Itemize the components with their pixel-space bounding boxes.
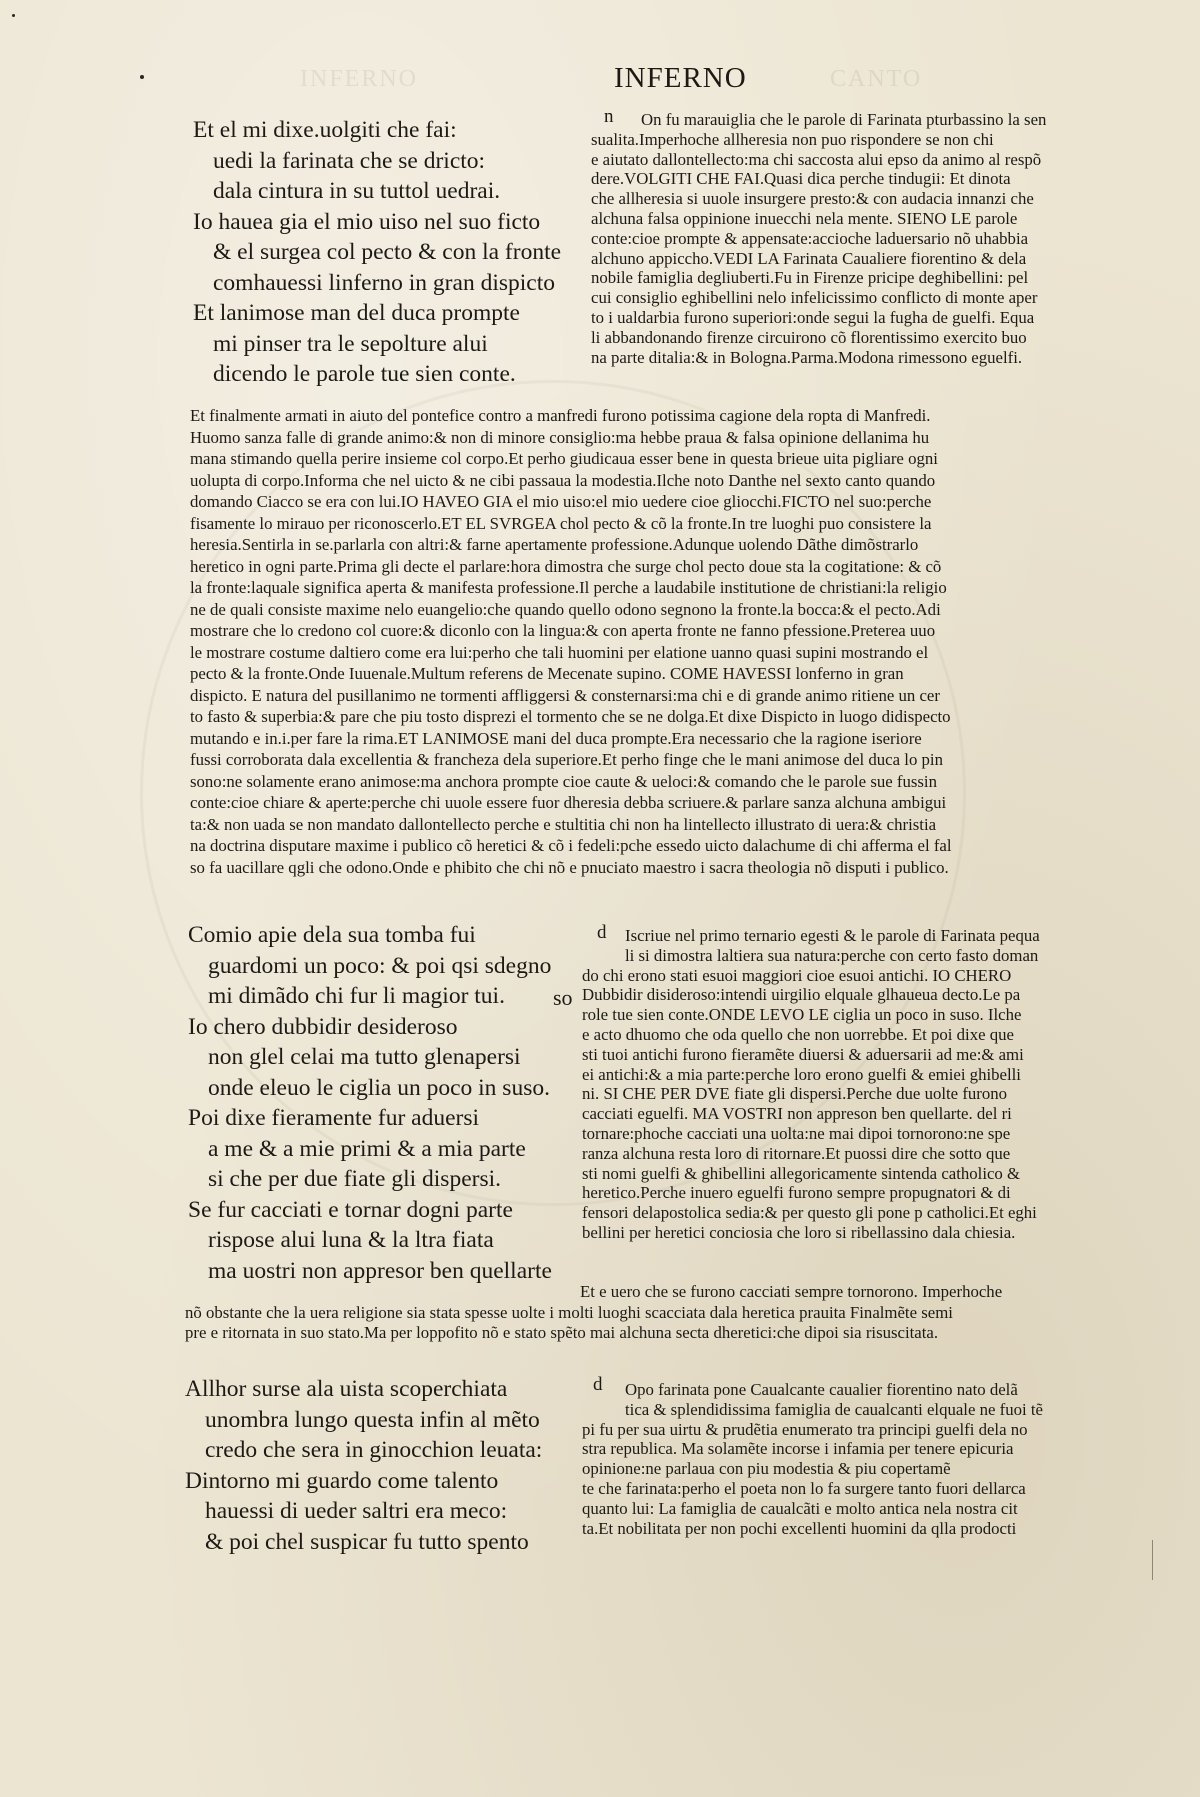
commentary-line: fensori delapostolica sedia:& per questo gli pone p catholici.Et eghi (582, 1203, 1037, 1223)
commentary-line: Opo farinata pone Caualcante caualier fiorentino nato delã (625, 1380, 1018, 1399)
commentary-line: mutando e in.i.per fare la rima.ET LANIMOSE mani del duca prompte.Era necessario che la ragione iseriore (190, 728, 922, 748)
verse-line: guardomi un poco: & poi qsi sdegno (208, 952, 552, 979)
commentary-line: bellini per heretici conciosia che loro si ribellassino dala chiesia. (582, 1222, 1016, 1242)
verse-line: comhauessi linferno in gran dispicto (213, 269, 555, 296)
commentary-line: na parte ditalia:& in Bologna.Parma.Modona rimessono eguelfi. (591, 347, 1023, 367)
guide-letter-2: d (597, 922, 607, 943)
margin-mark (1152, 1540, 1153, 1580)
commentary-line: dispicto. E natura del pusillanimo ne tormenti affliggersi & consternarsi:ma chi e di grande animo ritiene un cer (190, 685, 940, 705)
verse-block-2 (188, 920, 583, 1286)
commentary-line: do chi erono stati esuoi maggiori cioe esuoi antichi. IO CHERO (582, 965, 1012, 985)
commentary-line: ei antichi:& a mia parte:perche loro erono guelfi & emiei ghibelli (582, 1064, 1021, 1084)
commentary-line: la fronte:laquale significa aperta & manifesta professione.Il perche a laudabile institutione de christiani:la religio (190, 578, 947, 597)
commentary-block-3 (582, 1380, 1172, 1538)
verse-line: si che per due fiate gli dispersi. (208, 1166, 502, 1192)
verse-line: Se fur cacciati e tornar dogni parte (188, 1196, 513, 1223)
verse-line: a me & a mie primi & a mia parte (208, 1135, 526, 1162)
commentary-line: na doctrina disputare maxime i publico cõ heretici & cõ i fedeli:pche essedo uicto dalachume di chi afferma el fal (190, 836, 952, 855)
commentary-line: role tue sien conte.ONDE LEVO LE ciglia un poco in suso. Ilche (582, 1005, 1022, 1025)
verse-line: & el surgea col pecto & con la fronte (213, 239, 562, 265)
commentary-line: alchuna falsa oppinione inuecchi nela mente. SIENO LE parole (591, 208, 1018, 228)
verse-line: onde eleuo le ciglia un poco in suso. (208, 1074, 550, 1101)
commentary-line: heretico in ogni parte.Prima gli decte el parlare:hora dimostra che surge chol pecto doue sta la cogitatione: & cõ (190, 556, 942, 576)
commentary-line: mostrare che lo credono col cuore:& diconlo con la lingua:& con aperta fronte ne fanno pfessione.Preterea uuo (190, 621, 936, 640)
verse-line: Comio apie dela sua tomba fui (188, 922, 476, 948)
commentary-line: cui consiglio eghibellini nelo infelicissimo conflicto di monte aper (591, 288, 1038, 308)
verse-line: Allhor surse ala uista scoperchiata (185, 1376, 508, 1402)
commentary-line: e aiutato dallontellecto:ma chi saccosta alui epso da animo al respõ (591, 149, 1042, 169)
ink-speck-corner (12, 14, 15, 17)
verse-line: ma uostri non appresor ben quellarte (208, 1257, 552, 1284)
verse-line: & poi chel suspicar fu tutto spento (205, 1528, 529, 1555)
commentary-fullwidth-2 (185, 1282, 1175, 1344)
commentary-line: mana stimando quella perire insieme col corpo.Et perho giudicaua esser bene in questa brieue uita pigliare ogni (190, 449, 938, 468)
guide-letter-3: d (593, 1374, 603, 1395)
verse-line: Io hauea gia el mio uiso nel suo ficto (193, 208, 541, 235)
guide-letter-1: n (604, 106, 614, 127)
commentary-line: to fasto & superbia:& pare che piu tosto disprezi el tormento che se ne dolga.Et dixe Dispicto in luogo didispecto (190, 707, 951, 726)
commentary-line: alchuno appiccho.VEDI LA Farinata Caualiere fiorentino & dela (591, 248, 1027, 268)
commentary-line: tornare:phoche cacciati una uolta:ne mai dipoi tornorono:ne spe (582, 1123, 1011, 1143)
verse-line: Poi dixe fieramente fur aduersi (188, 1105, 480, 1131)
commentary-line: opinione:ne parlaua con piu modestia & piu copertamẽ (582, 1459, 951, 1479)
verse-line: non glel celai ma tutto glenapersi (208, 1044, 521, 1070)
commentary-line: sono:ne solamente erano animose:ma anchora prompte cioe caute & ueloci:& comando che le parole sue fussin (190, 771, 937, 791)
verse-line: rispose alui luna & la ltra fiata (208, 1227, 494, 1253)
commentary-line: conte:cioe prompte & appensate:accioche laduersario nõ uhabbia (591, 228, 1029, 248)
commentary-line: pecto & la fronte.Onde Iuuenale.Multum referens de Mecenate supino. COME HAVESSI lonferno in gran (190, 664, 904, 683)
commentary-line: ta.Et nobilitata per non pochi excellenti huomini da qlla prodocti (582, 1518, 1017, 1538)
verse-line: Io chero dubbidir desideroso (188, 1013, 458, 1040)
commentary-line: le mostrare costume daltiero come era lui:perho che tali huomini per elatione uanno quasi supini mostrando el (190, 642, 929, 662)
commentary-line: e acto dhuomo che oda quello che non uorrebbe. Et poi dixe que (582, 1024, 1014, 1044)
commentary-line: conte:cioe chiare & aperte:perche chi uuole essere fuor dheresia debba scriuere.& parlare sanza alchuna ambigui (190, 793, 947, 812)
commentary-line: domando Ciacco se era con lui.IO HAVEO GIA el mio uiso:el mio uedere cioe gliocchi.FICTO nel suo:perche (190, 492, 932, 511)
commentary-line: fisamente lo mirauo per riconoscerlo.ET EL SVRGEA chol pecto & cõ la fronte.In tre luoghi puo consistere la (190, 513, 932, 533)
commentary-line: che allheresia si uuole insurgere presto:& con audacia innanzi che (591, 189, 1034, 209)
commentary-line: ta:& non uada se non mandato dallontellecto perche e stultitia chi non ha lintellecto illustrato di uera:& christia (190, 814, 937, 834)
bleed-through-title-right: CANTO (830, 66, 923, 92)
commentary-line: so fa uacillare qgli che odono.Onde e phibito che chi nõ e pnuciato maestro i sacra theologia nõ disputi i publico. (190, 857, 949, 877)
commentary-line: heresia.Sentirla in se.parlarla con altri:& farne apertamente professione.Adunque uolendo Dãthe dimõstrarlo (190, 535, 919, 554)
verse-line: dicendo le parole tue sien conte. (213, 361, 516, 387)
commentary-line: sti tuoi antichi furono fieramẽte diuersi & aduersarii ad me:& ami (582, 1044, 1024, 1064)
commentary-line: to i ualdarbia furono superiori:onde segui la fugha de guelfi. Equa (591, 307, 1035, 327)
margin-letter-so: so (553, 985, 573, 1010)
commentary-line: li si dimostra laltiera sua natura:perche con certo fasto doman (625, 945, 1039, 965)
verse-line: mi dimãdo chi fur li magior tui. (208, 983, 505, 1009)
verse-line: credo che sera in ginocchion leuata: (205, 1437, 543, 1463)
verse-line: dala cintura in su tuttol uedrai. (213, 178, 501, 204)
commentary-line: nõ obstante che la uera religione sia stata spesse uolte i molti luoghi scacciata dala heretica prauita Finalmẽte semi (185, 1302, 953, 1322)
ink-speck (140, 75, 144, 79)
verse-block-3 (185, 1374, 585, 1557)
commentary-block-2 (582, 926, 1172, 1243)
commentary-line: ne de quali consiste maxime nelo euangelio:che quando quello odono segnono la fronte.la bocca:& el pecto.Adi (190, 599, 941, 619)
commentary-line: te che farinata:perho el poeta non lo fa surgere tanto fuori dellarca (582, 1478, 1026, 1498)
commentary-line: quanto lui: La famiglia de caualcãti e molto antica nela nostra cit (582, 1498, 1018, 1518)
commentary-line: uolupta di corpo.Informa che nel uicto & ne cibi passaua la modestia.Ilche noto Danthe nel sexto canto quando (190, 470, 936, 490)
commentary-line: Iscriue nel primo ternario egesti & le parole di Farinata pequa (625, 926, 1040, 945)
commentary-line: On fu marauiglia che le parole di Farinata pturbassino la sen (641, 110, 1047, 129)
verse-line: uedi la farinata che se dricto: (213, 147, 486, 174)
commentary-line: tica & splendidissima famiglia de caualcanti elquale ne fuoi tẽ (625, 1399, 1043, 1419)
verse-line: Dintorno mi guardo come talento (185, 1467, 499, 1494)
commentary-line: fussi corroborata dala excellentia & francheza dela superiore.Et perho finge che le mani animose del duca lo pin (190, 750, 943, 769)
commentary-line: sti nomi guelfi & ghibellini allegoricamente sintenda catholico & (582, 1163, 1021, 1183)
verse-line: Et lanimose man del duca prompte (193, 300, 520, 326)
commentary-line: Et e uero che se furono cacciati sempre tornorono. Imperhoche (580, 1282, 1003, 1301)
commentary-fullwidth-1 (190, 405, 1175, 878)
commentary-block-1 (591, 110, 1171, 367)
verse-block-1 (193, 115, 593, 390)
commentary-line: pre e ritornata in suo stato.Ma per loppofito nõ e stato spẽto mai alchuna secta dheretici:che dipoi sia risuscitata. (185, 1323, 939, 1342)
commentary-line: stra republica. Ma solamẽte incorse i infamia per tenere epicuria (582, 1439, 1014, 1459)
commentary-line: pi fu per sua uirtu & prudẽtia enumerato tra principi guelfi dela no (582, 1419, 1028, 1439)
commentary-line: Huomo sanza falle di grande animo:& non di minore consiglio:ma hebbe praua & falsa opinione dellanima hu (190, 427, 930, 447)
commentary-line: li abbandonando firenze circuirono cõ florentissimo exercito buo (591, 327, 1027, 347)
verse-line: Et el mi dixe.uolgiti che fai: (193, 117, 457, 143)
commentary-line: ranza alchuna resta loro di ritornare.Et puossi dire che sotto que (582, 1143, 1011, 1163)
commentary-line: cacciati eguelfi. MA VOSTRI non appreson ben quellarte. del ri (582, 1104, 1012, 1124)
running-title: INFERNO (614, 62, 747, 94)
commentary-line: Et finalmente armati in aiuto del pontefice contro a manfredi furono potissima cagione dela ropta di Manfredi. (190, 406, 931, 425)
verse-line: mi pinser tra le sepolture alui (213, 330, 488, 357)
commentary-line: Dubbidir disideroso:intendi uirgilio elquale glhaueua decto.Le pa (582, 985, 1021, 1005)
commentary-line: ni. SI CHE PER DVE fiate gli dispersi.Perche due uolte furono (582, 1084, 1008, 1104)
commentary-line: dere.VOLGITI CHE FAI.Quasi dica perche tindugii: Et dinota (591, 169, 1011, 189)
commentary-line: sualita.Imperhoche allheresia non puo rispondere se non chi (591, 129, 994, 149)
verse-line: hauessi di ueder saltri era meco: (205, 1498, 508, 1524)
commentary-line: heretico.Perche inuero eguelfi furono sempre propugnatori & di (582, 1183, 1011, 1203)
verse-line: unombra lungo questa infin al mẽto (205, 1406, 540, 1433)
commentary-line: nobile famiglia degliuberti.Fu in Firenze pricipe deghibellini: pel (591, 268, 1029, 288)
bleed-through-title-left: INFERNO (300, 66, 419, 92)
